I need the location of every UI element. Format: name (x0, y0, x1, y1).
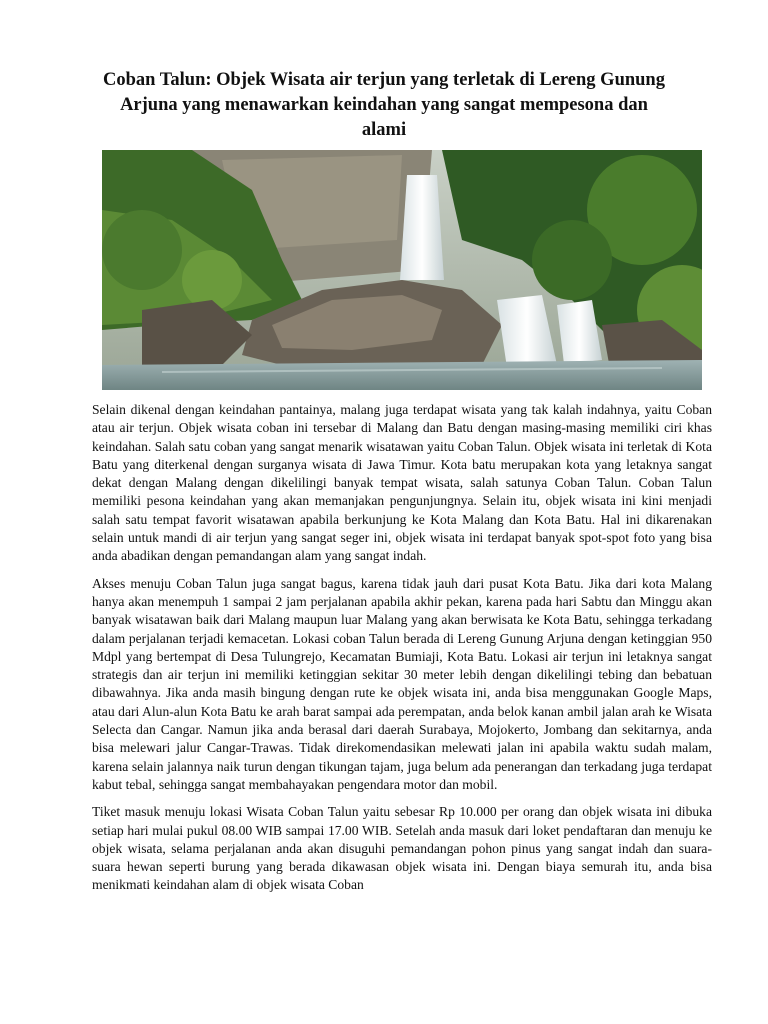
waterfall-illustration (102, 150, 702, 390)
paragraph-3: Tiket masuk menuju lokasi Wisata Coban Talun yaitu sebesar Rp 10.000 per orang dan objek wisata ini dibuka setiap hari mulai pukul 08.00 WIB sampai 17.00 WIB. Setelah anda masuk dari loket pendaftaran dan menuju ke objek wisata, selama perjalanan anda akan disuguhi pemandangan pohon pinus yang sangat indah dan suara-suara hewan seperti burung yang berada dikawasan objek wisata ini. Dengan biaya semurah itu, anda bisa menikmati keindahan alam di objek wisata Coban (92, 804, 712, 893)
waterfall-photo (102, 150, 702, 390)
paragraph-1: Selain dikenal dengan keindahan pantainya, malang juga terdapat wisata yang tak kalah indahnya, yaitu Coban atau air terjun. Objek wisata coban ini tersebar di Malang dan Batu dengan masing-masing memiliki ciri khas keindahan. Salah satu coban yang sangat menarik wisatawan yaitu Coban Talun. Objek wisata ini terletak di Kota Batu yang diterkenal dengan surganya wisata di Jawa Timur. Kota batu merupakan kota yang letaknya sangat dekat dengan Malang dengan dikelilingi banyak tempat wisata, salah satunya Coban Talun. Coban Talun memiliki pesona keindahan yang akan memanjakan pengunjungnya. Selain itu, objek wisata ini kini menjadi salah satu tempat favorit wisatawan apabila berkunjung ke Kota Malang dan Kota Batu. Hal ini dikarenakan selain untuk mandi di air terjun yang sangat seger ini, objek wisata ini terdapat banyak spot-spot foto yang bisa anda abadikan dengan pemandangan alam yang sangat indah. (92, 402, 712, 564)
article-body (92, 401, 712, 904)
paragraph-2: Akses menuju Coban Talun juga sangat bagus, karena tidak jauh dari pusat Kota Batu. Jika dari kota Malang hanya akan menempuh 1 sampai 2 jam perjalanan apabila akhir pekan, karena pada hari Sabtu dan Minggu akan banyak wisatawan baik dari Malang maupun luar Malang yang akan berwisata ke Kota Batu, sehingga terkadang dalam perjalanan terjadi kemacetan. Lokasi coban Talun berada di Lereng Gunung Arjuna dengan ketinggian 950 Mdpl yang bertempat di Desa Tulungrejo, Kecamatan Bumiaji, Kota Batu. Lokasi air terjun ini letaknya sangat strategis dan air terjun ini memiliki ketinggian sekitar 30 meter lebih dengan dikelilingi tebing dan bebatuan dibawahnya. Jika anda masih bingung dengan rute ke objek wisata ini, anda bisa menggunakan Google Maps, atau dari Alun-alun Kota Batu ke arah barat sampai ada perempatan, anda belok kanan ambil jalan arah ke Wisata Selecta dan Cangar. Namun jika anda berasal dari daerah Surabaya, Mojokerto, Jombang dan sekitarnya, anda bisa melewari jalur Cangar-Trawas. Tidak direkomendasikan melewati jalan ini apabila waktu sudah malam, karena selain jalannya naik turun dengan tikungan tajam, juga belum ada penerangan dan terkadang juga terdapat kabut tebal, sehingga sangat membahayakan pengendara motor dan mobil. (92, 575, 712, 792)
article-title: Coban Talun: Objek Wisata air terjun yang terletak di Lereng Gunung Arjuna yang menawarkan keindahan yang sangat mempesona dan alami (103, 70, 665, 140)
